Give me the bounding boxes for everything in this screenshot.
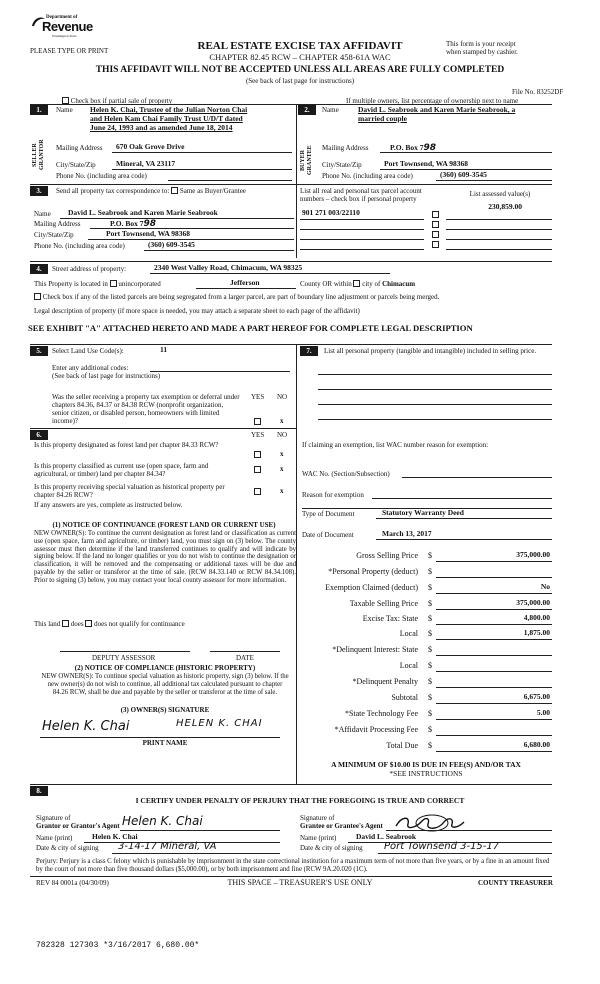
buyer-city-label: City/State/Zip	[322, 161, 362, 169]
personal-deduct-label: *Personal Property (deduct)	[328, 567, 418, 576]
gross-price-label: Gross Selling Price	[356, 551, 418, 560]
historic-yes-checkbox[interactable]	[254, 488, 261, 495]
receipt-note-1: This form is your receipt	[446, 40, 516, 48]
city-of-label: city of	[362, 280, 381, 288]
seller-name-line2[interactable]: and Helen Kam Chai Family Trust U/D/T dated	[90, 114, 243, 123]
dor-logo	[30, 14, 93, 38]
buyer-mailing-value: P.O. Box 7	[390, 143, 424, 152]
excise-local-dollar: $	[428, 629, 432, 638]
location-row	[34, 280, 161, 288]
excise-state-dollar: $	[428, 614, 432, 623]
unincorporated-label: unincorporated	[118, 280, 161, 288]
section-3-number: 3.	[30, 186, 48, 196]
corr-mailing-handwritten: 98	[143, 219, 157, 229]
does-not-qualify-checkbox[interactable]	[85, 620, 92, 627]
exemption-deduct-dollar: $	[428, 583, 432, 592]
doc-date-label: Date of Document	[302, 531, 354, 539]
current-use-yes-checkbox[interactable]	[254, 466, 261, 473]
exemption-yes-checkbox[interactable]	[254, 418, 261, 425]
parcel-personal-checkbox-4[interactable]	[432, 241, 439, 248]
delinquent-penalty-label: *Delinquent Penalty	[352, 677, 418, 686]
forest-question: Is this property designated as forest land per chapter 84.33 RCW?	[34, 441, 219, 449]
please-type-label: PLEASE TYPE OR PRINT	[30, 47, 109, 55]
treasurer-space-note: THIS SPACE – TREASURER'S USE ONLY	[227, 878, 373, 887]
delinquent-penalty-dollar: $	[428, 677, 432, 686]
grantee-sig-label-2: Grantee or Grantee's Agent	[300, 822, 383, 830]
owner-print-name[interactable]: HELEN K. CHAI	[176, 718, 263, 729]
exemption-no-answer[interactable]: x	[280, 417, 284, 425]
exemption-question: Was the seller receiving a property tax exemption or deferral under chapters 84.36, 84.37 or 84.38 RCW (nonprofit organization, senior citizen, or disabled person, homeowners with limited income)?	[52, 393, 240, 426]
land-use-yes-header: YES	[251, 393, 265, 401]
form-title: REAL ESTATE EXCISE TAX AFFIDAVIT	[197, 40, 403, 52]
certify-statement: I CERTIFY UNDER PENALTY OF PERJURY THAT THE FOREGOING IS TRUE AND CORRECT	[135, 796, 465, 805]
seller-side-label: SELLER GRANTOR	[32, 139, 45, 171]
corr-mailing-value: P.O. Box 7	[110, 219, 144, 228]
gross-price-dollar: $	[428, 551, 432, 560]
county-value[interactable]: Jefferson	[230, 278, 260, 287]
parcel-personal-checkbox-2[interactable]	[432, 221, 439, 228]
same-as-buyer-label: Same as Buyer/Grantee	[179, 187, 246, 195]
grantee-date-label: Date & city of signing	[300, 844, 363, 852]
current-use-question: Is this property classified as current use (open space, farm and agricultural, or timber) land per chapter 84.34?	[34, 462, 209, 479]
land-use-no-header: NO	[277, 393, 288, 401]
total-due-value[interactable]: 6,680.00	[523, 740, 550, 749]
segregated-checkbox[interactable]	[34, 293, 41, 300]
partial-sale-label: Check box if partial sale of property	[70, 97, 173, 105]
street-value[interactable]: 2340 West Valley Road, Chimacum, WA 98325	[154, 263, 303, 272]
corr-name-value[interactable]: David L. Seabrook and Karen Marie Seabrook	[68, 208, 218, 217]
exemption-claim-label: If claiming an exemption, list WAC number reason for exemption:	[302, 441, 489, 449]
current-use-no-answer[interactable]: x	[280, 465, 284, 473]
grantor-date-label: Date & city of signing	[36, 844, 99, 852]
section-6-number: 6.	[30, 430, 48, 440]
excise-local-value[interactable]: 1,875.00	[523, 628, 550, 637]
qualify-row	[34, 620, 185, 628]
tech-fee-value[interactable]: 5.00	[536, 708, 550, 717]
exemption-deduct-value[interactable]: No	[540, 582, 550, 591]
owner-signature[interactable]: Helen K. Chai	[42, 719, 130, 734]
logo-state: Washington State	[52, 34, 77, 38]
receipt-note-2: when stamped by cashier.	[446, 48, 518, 56]
grantor-signature[interactable]: Helen K. Chai	[122, 814, 203, 828]
unincorporated-checkbox[interactable]	[110, 280, 117, 287]
reason-label: Reason for exemption	[302, 491, 364, 499]
print-name-label: PRINT NAME	[142, 739, 188, 747]
delinquent-interest-local-dollar: $	[428, 661, 432, 670]
file-number: File No. 83252DF	[512, 88, 564, 96]
historic-question: Is this property receiving special valuation as historical property per chapter 84.26 RCW?	[34, 483, 225, 500]
personal-property-label: List all personal property (tangible and intangible) included in selling price.	[324, 347, 537, 355]
delinquent-interest-state-label: *Delinquent Interest: State	[332, 645, 418, 654]
buyer-mailing-handwritten: 98	[423, 143, 437, 153]
grantee-name-value[interactable]: David L. Seabrook	[356, 832, 417, 841]
corr-phone-value[interactable]: (360) 609-3545	[148, 240, 195, 249]
same-as-buyer-checkbox[interactable]	[171, 187, 178, 194]
owner-signature-title: (3) OWNER(S) SIGNATURE	[120, 706, 210, 714]
does-qualify-checkbox[interactable]	[62, 620, 69, 627]
grantor-date-value[interactable]: 3-14-17 Mineral, VA	[118, 841, 217, 852]
section-7-number: 7.	[300, 346, 318, 356]
section-5-number: 5.	[30, 346, 48, 356]
total-due-label: Total Due	[386, 741, 418, 750]
deputy-assessor-label: DEPUTY ASSESSOR	[92, 654, 156, 662]
qualify-pre-label: This land	[34, 620, 61, 628]
personal-deduct-dollar: $	[428, 567, 432, 576]
parcel-number-1[interactable]: 901 271 003/22110	[302, 208, 360, 217]
s6-no-header: NO	[277, 431, 288, 439]
grantor-sig-label-2: Grantor or Grantor's Agent	[36, 822, 120, 830]
gross-price-value[interactable]: 375,000.00	[516, 550, 550, 559]
affidavit-fee-label: *Affidavit Processing Fee	[334, 725, 418, 734]
seller-name-label: Name	[56, 106, 73, 114]
notice-compliance-body: NEW OWNER(S): To continue special valuation as historic property, sign (3) below. If the new owner(s) do not wish to continue, all additional tax calculated pursuant to chapter 84.26 RCW, shall be due and payable by the seller or transferor at the time of sale.	[41, 673, 289, 696]
excise-local-label: Local	[399, 629, 418, 638]
corr-name-label: Name	[34, 210, 51, 218]
buyer-side-label: BUYER GRANTEE	[300, 145, 313, 175]
corr-city-value[interactable]: Port Townsend, WA 98368	[106, 229, 191, 238]
city-checkbox[interactable]	[353, 280, 360, 287]
additional-codes-label: Enter any additional codes:	[52, 364, 129, 372]
logo-revenue: Revenue	[42, 19, 93, 34]
if-yes-note: If any answers are yes, complete as instructed below.	[34, 501, 183, 509]
buyer-name-line1[interactable]: David L. Seabrook and Karen Marie Seabrook, a	[358, 105, 516, 114]
correspondence-label: Send all property tax correspondence to:	[56, 187, 170, 195]
taxable-price-label: Taxable Selling Price	[349, 599, 418, 608]
land-use-code[interactable]: 11	[160, 345, 168, 354]
taxable-price-value[interactable]: 375,000.00	[516, 598, 550, 607]
section-2-number: 2.	[298, 105, 316, 115]
taxable-price-dollar: $	[428, 599, 432, 608]
parcel-header-1: List all real and personal tax parcel account	[300, 187, 422, 195]
multiple-owners-note: If multiple owners, list percentage of ownership next to name	[346, 97, 519, 105]
grantee-sig-label-1: Signature of	[300, 814, 335, 822]
seller-name-line3[interactable]: June 24, 1993 and as amended June 18, 2014	[90, 123, 233, 132]
subtotal-label: Subtotal	[391, 693, 418, 702]
delinquent-interest-state-dollar: $	[428, 645, 432, 654]
buyer-name-label: Name	[322, 106, 339, 114]
county-label: County OR within	[300, 280, 352, 288]
grantee-date-value[interactable]: Port Townsend 3-15-17	[384, 841, 500, 852]
excise-state-value[interactable]: 4,800.00	[523, 613, 550, 622]
section-1-number: 1.	[30, 105, 48, 115]
exhibit-a-note: SEE EXHIBIT "A" ATTACHED HERETO AND MADE A PART HEREOF FOR COMPLETE LEGAL DESCRIPTION	[28, 323, 473, 333]
section-8-number: 8.	[30, 786, 48, 796]
tech-fee-label: *State Technology Fee	[344, 709, 418, 718]
notice-continuance-body: NEW OWNER(S): To continue the current designation as forest land or classification as current use (open space, farm and agriculture, or timber) land, you must sign on (3) below. The county assessor must then determine if the land transferred continues to qualify and will indicate by signing below. If the land no longer qualifies or you do not wish to continue the designation or classification, it will be removed and the compensating or additional taxes will be due and payable by the seller or transferor at the time of sale. (RCW 84.33.140 or RCW 84.34.108). Prior to signing (3) below, you may contact your local county assessor for more information.	[34, 530, 296, 584]
buyer-city-value[interactable]: Port Townsend, WA 98368	[384, 159, 469, 168]
logo-dept-of: Department of	[46, 15, 78, 20]
partial-sale-checkbox[interactable]	[62, 97, 69, 104]
city-value[interactable]: Chimacum	[382, 280, 416, 288]
assessed-header: List assessed value(s)	[469, 190, 531, 198]
seller-city-value[interactable]: Mineral, VA 23117	[116, 159, 176, 168]
forest-no-answer[interactable]: x	[280, 450, 284, 458]
subtotal-dollar: $	[428, 693, 432, 702]
additional-codes-note: (See back of last page for instructions)	[52, 372, 161, 380]
seller-phone-label: Phone No. (including area code)	[56, 172, 147, 180]
section-4-number: 4.	[30, 264, 48, 274]
minimum-fee-note: A MINIMUM OF $10.00 IS DUE IN FEE(S) AND/OR TAX	[331, 760, 521, 769]
assessed-value-1[interactable]: 230,859.00	[488, 202, 522, 211]
grantor-name-label: Name (print)	[36, 834, 73, 842]
county-treasurer-label: COUNTY TREASURER	[478, 879, 553, 887]
grantee-name-label: Name (print)	[300, 834, 337, 842]
notice-compliance-title: (2) NOTICE OF COMPLIANCE (HISTORIC PROPERTY)	[74, 664, 256, 672]
street-label: Street address of property:	[52, 265, 127, 273]
forest-yes-checkbox[interactable]	[254, 451, 261, 458]
segregated-label: Check box if any of the listed parcels are being segregated from a larger parcel, are part of boundary line adjustment or parcels being merged.	[42, 293, 440, 301]
does-not-label: does not qualify for continuance	[94, 620, 185, 628]
buyer-mailing-label: Mailing Address	[322, 144, 369, 152]
parcel-header-2: numbers – check box if personal property	[300, 195, 417, 203]
subtotal-value[interactable]: 6,675.00	[523, 692, 550, 701]
parcel-personal-checkbox-3[interactable]	[432, 231, 439, 238]
land-use-label: Select Land Use Code(s):	[52, 347, 124, 355]
perjury-note: Perjury: Perjury is a class C felony which is punishable by imprisonment in the state correctional institution for a maximum term of not more than five years, or by a fine in an amount fixed by the court of not more than five thousand dollars ($5,000.00), or by both imprisonment and fine (RCW 9A.20.020 (1C).	[36, 858, 550, 873]
legal-description-label: Legal description of property (if more space is needed, you may attach a separate sheet to each page of the affidavit)	[34, 307, 360, 315]
doc-date-value[interactable]: March 13, 2017	[382, 529, 432, 538]
see-instructions-note: *SEE INSTRUCTIONS	[389, 769, 463, 778]
seller-mailing-label: Mailing Address	[56, 144, 103, 152]
wac-label: WAC No. (Section/Subsection)	[302, 470, 390, 478]
rev-number: REV 84 0001a (04/30/09)	[36, 879, 109, 887]
form-chapter: CHAPTER 82.45 RCW – CHAPTER 458-61A WAC	[209, 52, 391, 62]
affidavit-fee-dollar: $	[428, 725, 432, 734]
county-row	[300, 280, 415, 288]
exemption-deduct-label: Exemption Claimed (deduct)	[325, 583, 418, 592]
segregated-row	[34, 293, 554, 301]
does-label: does	[70, 620, 84, 628]
grantor-sig-label-1: Signature of	[36, 814, 71, 822]
delinquent-interest-local-label: Local	[399, 661, 418, 670]
doc-type-value[interactable]: Statutory Warranty Deed	[382, 508, 464, 517]
grantor-name-value[interactable]: Helen K. Chai	[92, 832, 138, 841]
buyer-phone-label: Phone No. (including area code)	[322, 172, 413, 180]
form-warning: THIS AFFIDAVIT WILL NOT BE ACCEPTED UNLESS ALL AREAS ARE FULLY COMPLETED	[95, 65, 505, 75]
parcel-personal-checkbox-1[interactable]	[432, 211, 439, 218]
buyer-phone-value[interactable]: (360) 609-3545	[440, 170, 487, 179]
corr-mailing-label: Mailing Address	[34, 220, 81, 228]
total-due-dollar: $	[428, 741, 432, 750]
seller-name-line1[interactable]: Helen K. Chai, Trustee of the Julian Norton Chai	[90, 105, 248, 114]
seller-mailing-value[interactable]: 670 Oak Grove Drive	[116, 142, 185, 151]
correspondence-row	[56, 187, 246, 195]
located-label: This Property is located in	[34, 280, 108, 288]
corr-phone-label: Phone No. (including area code)	[34, 242, 125, 250]
corr-city-label: City/State/Zip	[34, 231, 74, 239]
excise-state-label: Excise Tax: State	[362, 614, 418, 623]
tech-fee-dollar: $	[428, 709, 432, 718]
buyer-name-line2[interactable]: married couple	[358, 114, 407, 123]
deputy-date-label: DATE	[236, 654, 254, 662]
doc-type-label: Type of Document	[302, 510, 355, 518]
s6-yes-header: YES	[251, 431, 265, 439]
receipt-stamp: 782328 127303 *3/16/2017 6,680.00*	[36, 941, 200, 950]
seller-city-label: City/State/Zip	[56, 161, 96, 169]
notice-continuance-title: (1) NOTICE OF CONTINUANCE (FOREST LAND OR CURRENT USE)	[52, 521, 276, 529]
historic-no-answer[interactable]: x	[280, 487, 284, 495]
see-back-note: (See back of last page for instructions)	[245, 77, 355, 85]
